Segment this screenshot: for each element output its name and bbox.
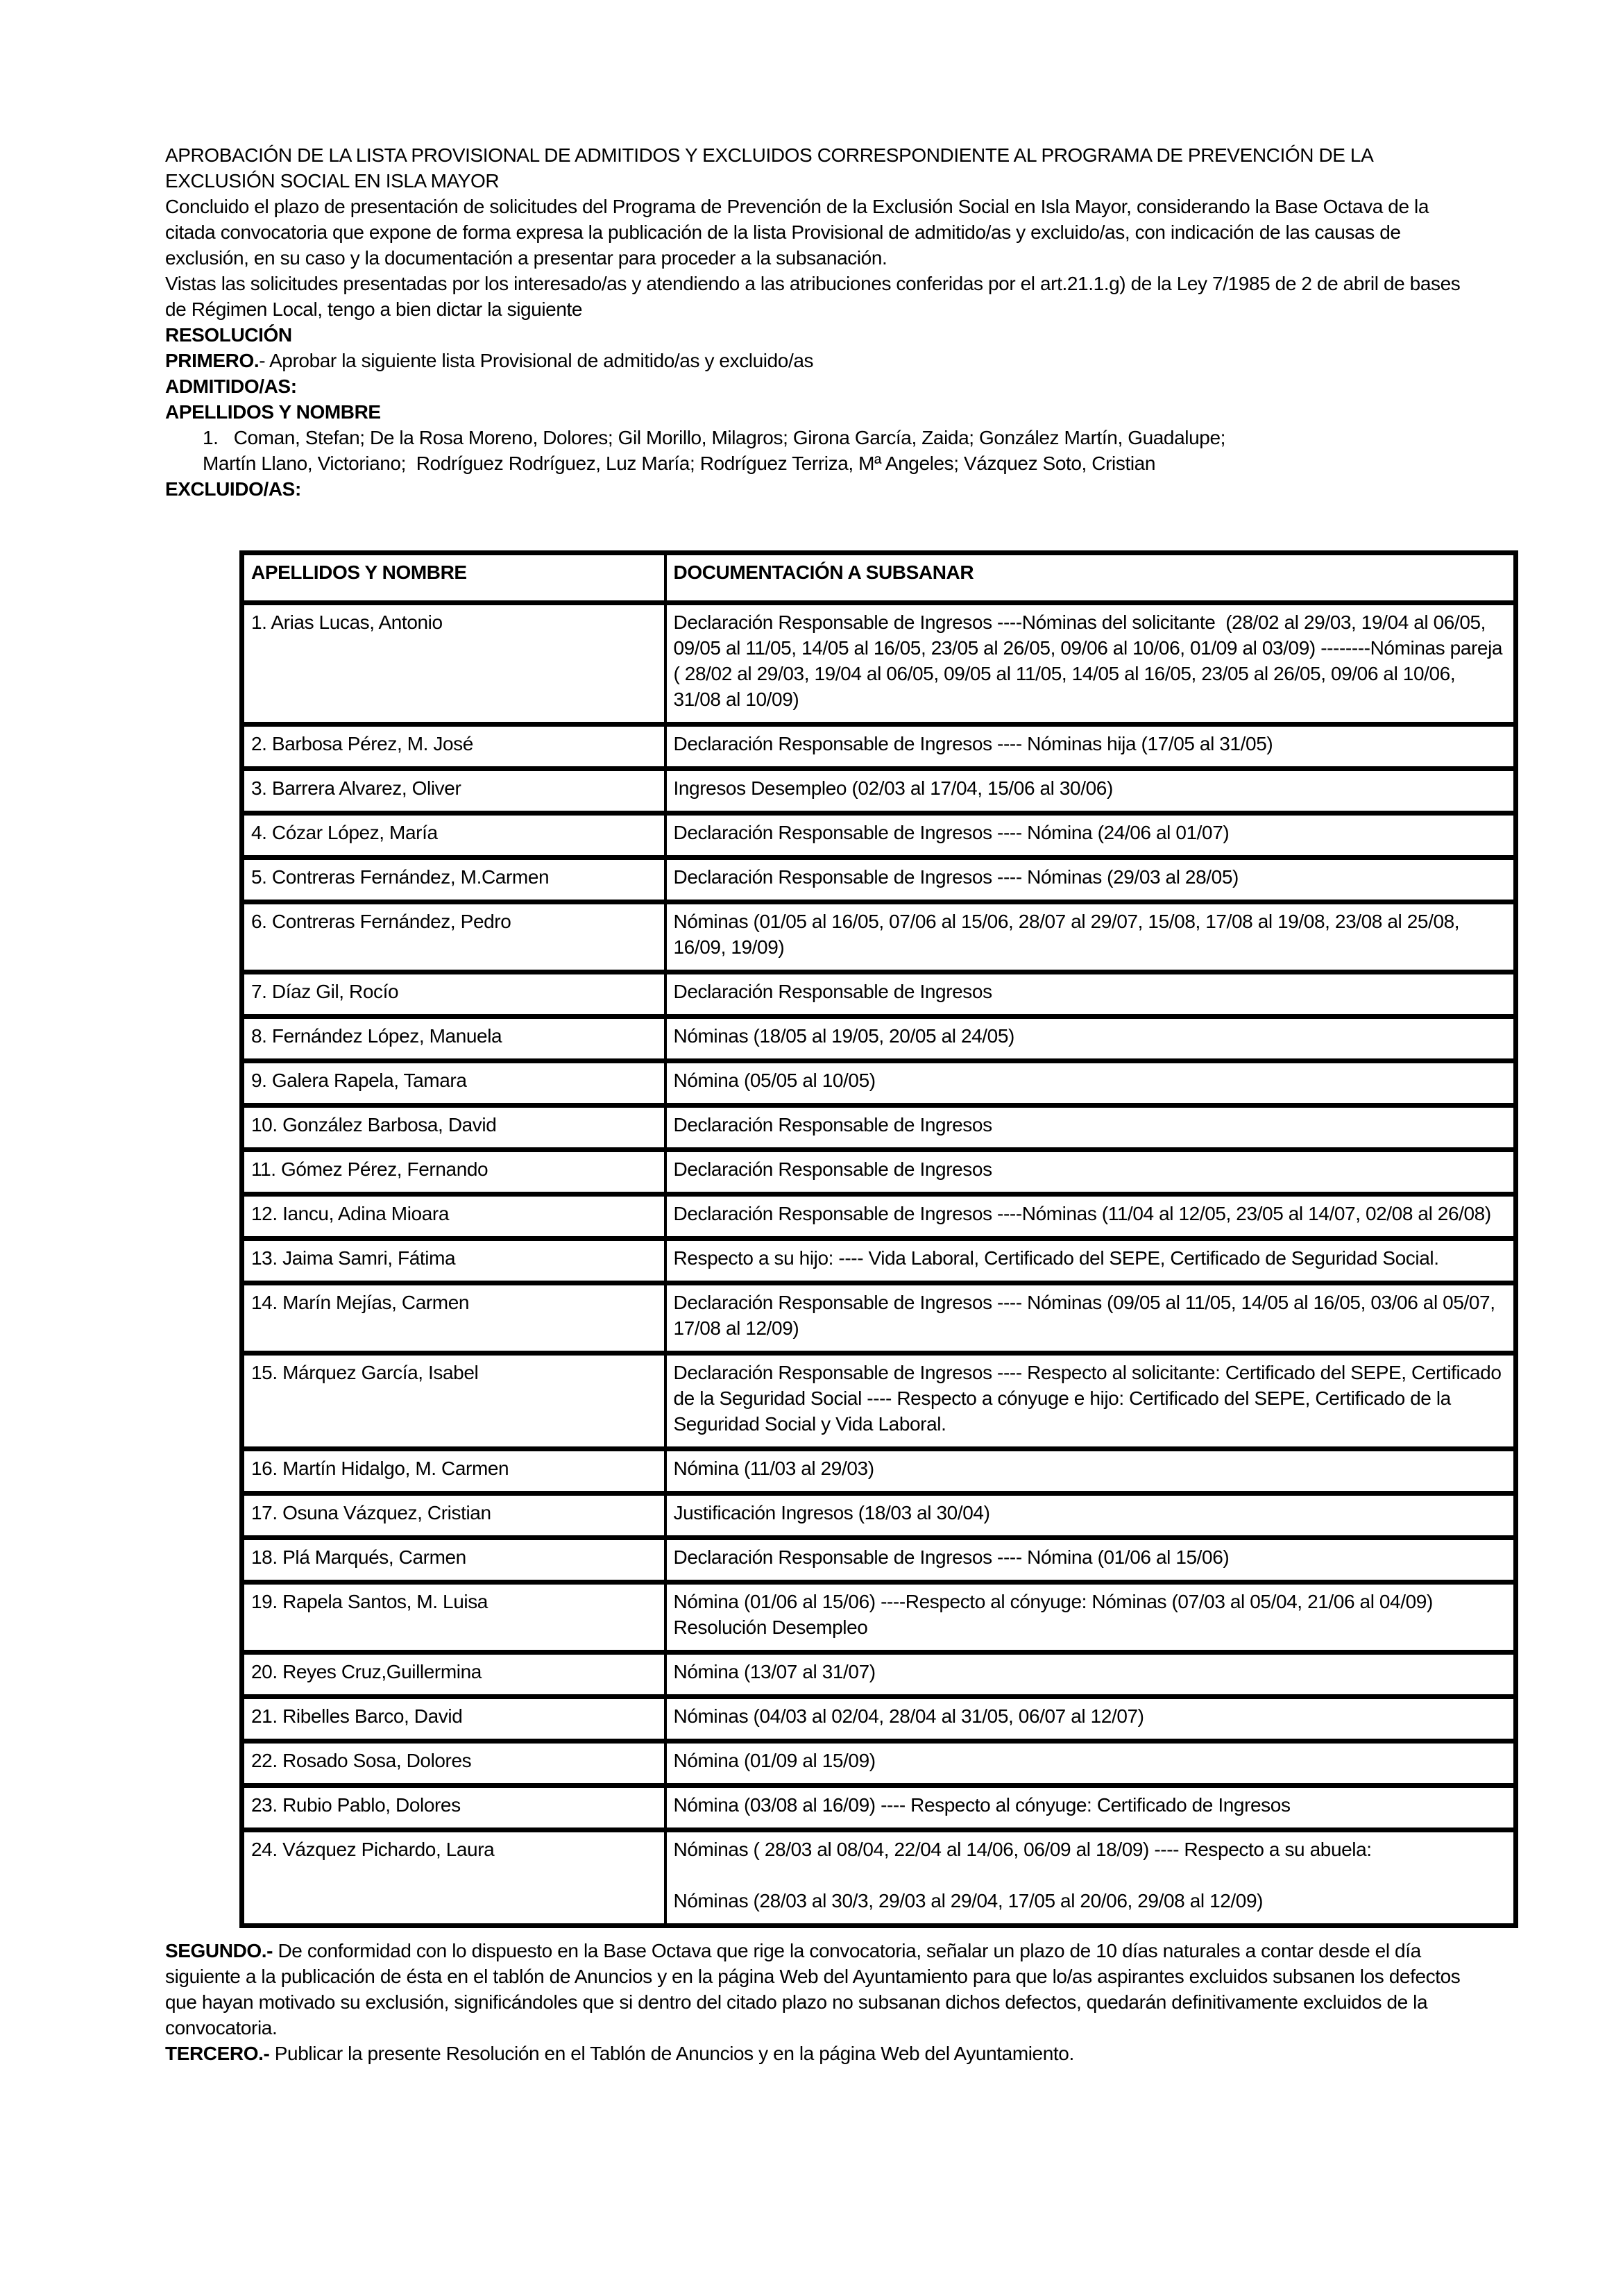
table-header-documentacion: DOCUMENTACIÓN A SUBSANAR xyxy=(665,553,1516,603)
doc-cell xyxy=(665,972,1516,1017)
tercero-label: TERCERO.- xyxy=(165,2043,270,2064)
name-cell: 14. Marín Mejías, Carmen xyxy=(242,1283,665,1353)
doc-cell xyxy=(665,902,1516,972)
doc-paragraph: Declaración Responsable de Ingresos ---- Respecto al solicitante: Certificado del SEPE, Certificado de la Seguridad Social ---- Respecto a cónyuge e hijo: Certificado del SEPE, Certificado de la Seguridad Social y Vida Laboral. xyxy=(673,1362,1506,1435)
table-row xyxy=(242,1106,1516,1150)
admitted-list-line-2: Martín Llano, Victoriano; Rodríguez Rodríguez, Luz María; Rodríguez Terriza, Mª Angeles; Vázquez Soto, Cristian xyxy=(203,453,1156,474)
resolucion-heading: RESOLUCIÓN xyxy=(165,324,292,346)
name-cell: 13. Jaima Samri, Fátima xyxy=(242,1239,665,1283)
doc-cell xyxy=(665,1017,1516,1061)
doc-paragraph: Nómina (01/09 al 15/09) xyxy=(673,1750,876,1771)
table-row xyxy=(242,1449,1516,1494)
doc-paragraph: Nóminas (04/03 al 02/04, 28/04 al 31/05, 06/07 al 12/07) xyxy=(673,1705,1144,1727)
doc-paragraph: Declaración Responsable de Ingresos ----Nóminas (11/04 al 12/05, 23/05 al 14/07, 02/08 al 26/08) xyxy=(673,1203,1491,1224)
apellidos-nombre-heading: APELLIDOS Y NOMBRE xyxy=(165,401,381,423)
table-row xyxy=(242,972,1516,1017)
table-row xyxy=(242,1786,1516,1830)
name-cell: 10. González Barbosa, David xyxy=(242,1106,665,1150)
doc-cell xyxy=(665,1353,1516,1449)
name-cell: 22. Rosado Sosa, Dolores xyxy=(242,1741,665,1786)
doc-cell xyxy=(665,1830,1516,1926)
admitted-list-item xyxy=(165,425,1484,476)
table-row xyxy=(242,1195,1516,1239)
primero-clause xyxy=(165,348,1484,373)
doc-cell xyxy=(665,725,1516,769)
doc-cell xyxy=(665,1061,1516,1106)
doc-paragraph: Nóminas (28/03 al 30/3, 29/03 al 29/04, 17/05 al 20/06, 29/08 al 12/09) xyxy=(673,1890,1264,1911)
table-row xyxy=(242,1697,1516,1741)
name-cell: 2. Barbosa Pérez, M. José xyxy=(242,725,665,769)
doc-paragraph: Declaración Responsable de Ingresos ---- Nómina (24/06 al 01/07) xyxy=(673,822,1230,843)
intro-paragraph: Concluido el plazo de presentación de solicitudes del Programa de Prevención de la Exclusión Social en Isla Mayor, considerando la Base Octava de la citada convocatoria que expone de forma expresa la publicación de la lista Provisional de admitido/as y excluido/as, con indicación de las causas de exclusión, en su caso y la documentación a presentar para proceder a la subsanación. xyxy=(165,196,1434,269)
doc-paragraph: Nómina (11/03 al 29/03) xyxy=(673,1458,874,1479)
document-content xyxy=(165,142,1508,2066)
segundo-text: De conformidad con lo dispuesto en la Base Octava que rige la convocatoria, señalar un plazo de 10 días naturales a contar desde el día siguiente a la publicación de ésta en el tablón de Anuncios y en la página Web del Ayuntamiento para que lo/as aspirantes excluidos subsanen los defectos que hayan motivado su exclusión, significándoles que si dentro del citado plazo no subsanan dichos defectos, quedarán definitivamente excluidos de la convocatoria. xyxy=(165,1940,1465,2038)
doc-paragraph: Nómina (05/05 al 10/05) xyxy=(673,1070,876,1091)
tercero-text: Publicar la presente Resolución en el Tablón de Anuncios y en la página Web del Ayuntamiento. xyxy=(269,2043,1074,2064)
table-row xyxy=(242,813,1516,858)
table-row xyxy=(242,1741,1516,1786)
name-cell: 5. Contreras Fernández, M.Carmen xyxy=(242,858,665,902)
doc-paragraph: Nómina (03/08 al 16/09) ---- Respecto al cónyuge: Certificado de Ingresos xyxy=(673,1794,1291,1816)
doc-cell xyxy=(665,603,1516,725)
doc-paragraph: Declaración Responsable de Ingresos xyxy=(673,981,992,1002)
doc-cell xyxy=(665,1786,1516,1830)
table-header-apellidos: APELLIDOS Y NOMBRE xyxy=(242,553,665,603)
doc-paragraph: Nóminas (01/05 al 16/05, 07/06 al 15/06, 28/07 al 29/07, 15/08, 17/08 al 19/08, 23/08 al 25/08, 16/09, 19/09) xyxy=(673,911,1465,958)
name-cell: 20. Reyes Cruz,Guillermina xyxy=(242,1653,665,1697)
excluidos-heading: EXCLUIDO/AS: xyxy=(165,478,301,500)
doc-cell xyxy=(665,1195,1516,1239)
doc-paragraph: Nómina (01/06 al 15/06) ----Respecto al cónyuge: Nóminas (07/03 al 05/04, 21/06 al 04/09) Resolución Desempleo xyxy=(673,1591,1438,1638)
doc-paragraph: Respecto a su hijo: ---- Vida Laboral, Certificado del SEPE, Certificado de Seguridad Social. xyxy=(673,1247,1439,1269)
doc-cell xyxy=(665,1538,1516,1582)
name-cell: 19. Rapela Santos, M. Luisa xyxy=(242,1582,665,1653)
table-row xyxy=(242,1061,1516,1106)
table-row xyxy=(242,1494,1516,1538)
doc-cell xyxy=(665,1449,1516,1494)
vistas-paragraph: Vistas las solicitudes presentadas por los interesado/as y atendiendo a las atribuciones conferidas por el art.21.1.g) de la Ley 7/1985 de 2 de abril de bases de Régimen Local, tengo a bien dictar la siguiente xyxy=(165,273,1465,320)
table-row xyxy=(242,1653,1516,1697)
doc-paragraph: Declaración Responsable de Ingresos xyxy=(673,1114,992,1136)
table-row xyxy=(242,1150,1516,1195)
admitidos-heading: ADMITIDO/AS: xyxy=(165,375,297,397)
table-row xyxy=(242,858,1516,902)
name-cell: 11. Gómez Pérez, Fernando xyxy=(242,1150,665,1195)
doc-cell xyxy=(665,1494,1516,1538)
doc-paragraph: Nómina (13/07 al 31/07) xyxy=(673,1661,876,1682)
table-row xyxy=(242,769,1516,813)
name-cell: 7. Díaz Gil, Rocío xyxy=(242,972,665,1017)
name-cell: 6. Contreras Fernández, Pedro xyxy=(242,902,665,972)
table-row xyxy=(242,1830,1516,1926)
name-cell: 21. Ribelles Barco, David xyxy=(242,1697,665,1741)
name-cell: 17. Osuna Vázquez, Cristian xyxy=(242,1494,665,1538)
doc-paragraph: Ingresos Desempleo (02/03 al 17/04, 15/06 al 30/06) xyxy=(673,777,1113,799)
doc-cell xyxy=(665,1741,1516,1786)
table-row xyxy=(242,725,1516,769)
table-row xyxy=(242,902,1516,972)
name-cell: 12. Iancu, Adina Mioara xyxy=(242,1195,665,1239)
doc-paragraph: Declaración Responsable de Ingresos ---- Nómina (01/06 al 15/06) xyxy=(673,1546,1230,1568)
doc-cell xyxy=(665,1653,1516,1697)
doc-paragraph: Declaración Responsable de Ingresos ---- Nóminas hija (17/05 al 31/05) xyxy=(673,733,1273,754)
admitted-list-line-1: 1. Coman, Stefan; De la Rosa Moreno, Dolores; Gil Morillo, Milagros; Girona García, Zaida; González Martín, Guadalupe; xyxy=(203,427,1225,448)
doc-cell xyxy=(665,769,1516,813)
doc-paragraph: Declaración Responsable de Ingresos ---- Nóminas (29/03 al 28/05) xyxy=(673,866,1239,888)
name-cell: 18. Plá Marqués, Carmen xyxy=(242,1538,665,1582)
doc-cell xyxy=(665,1150,1516,1195)
tercero-clause xyxy=(165,2041,1484,2066)
doc-paragraph: Justificación Ingresos (18/03 al 30/04) xyxy=(673,1502,990,1523)
table-row xyxy=(242,1239,1516,1283)
table-row xyxy=(242,603,1516,725)
name-cell: 1. Arias Lucas, Antonio xyxy=(242,603,665,725)
doc-paragraph: Declaración Responsable de Ingresos ---- Nóminas (09/05 al 11/05, 14/05 al 16/05, 03/06 al 05/07, 17/08 al 12/09) xyxy=(673,1292,1500,1339)
primero-text: - Aprobar la siguiente lista Provisional de admitido/as y excluido/as xyxy=(259,350,814,371)
name-cell: 15. Márquez García, Isabel xyxy=(242,1353,665,1449)
name-cell: 9. Galera Rapela, Tamara xyxy=(242,1061,665,1106)
doc-cell xyxy=(665,1697,1516,1741)
name-cell: 24. Vázquez Pichardo, Laura xyxy=(242,1830,665,1926)
doc-cell xyxy=(665,813,1516,858)
segundo-label: SEGUNDO.- xyxy=(165,1940,273,1961)
doc-paragraph: Nóminas (18/05 al 19/05, 20/05 al 24/05) xyxy=(673,1025,1014,1047)
name-cell: 4. Cózar López, María xyxy=(242,813,665,858)
doc-cell xyxy=(665,1106,1516,1150)
doc-paragraph: Declaración Responsable de Ingresos xyxy=(673,1158,992,1180)
doc-paragraph: Nóminas ( 28/03 al 08/04, 22/04 al 14/06, 06/09 al 18/09) ---- Respecto a su abuela: xyxy=(673,1839,1372,1860)
doc-cell xyxy=(665,1239,1516,1283)
doc-cell xyxy=(665,858,1516,902)
table-header-row xyxy=(242,553,1516,603)
primero-label: PRIMERO. xyxy=(165,350,260,371)
doc-cell xyxy=(665,1582,1516,1653)
segundo-clause xyxy=(165,1938,1484,2041)
doc-paragraph: Declaración Responsable de Ingresos ----Nóminas del solicitante (28/02 al 29/03, 19/04 al 06/05, 09/05 al 11/05, 14/05 al 16/05, 23/05 al 26/05, 09/06 al 10/06, 01/09 al 03/09) --------Nóminas pareja ( 28/02 al 29/03, 19/04 al 06/05, 09/05 al 11/05, 14/05 al 16/05, 23/05 al 26/05, 09/06 al 10/06, 31/08 al 10/09) xyxy=(673,611,1508,710)
document-title: APROBACIÓN DE LA LISTA PROVISIONAL DE ADMITIDOS Y EXCLUIDOS CORRESPONDIENTE AL PROGRAMA DE PREVENCIÓN DE LA EXCLUSIÓN SOCIAL EN ISLA MAYOR xyxy=(165,144,1378,192)
table-row xyxy=(242,1582,1516,1653)
excluded-table xyxy=(239,550,1518,1928)
table-row xyxy=(242,1017,1516,1061)
name-cell: 16. Martín Hidalgo, M. Carmen xyxy=(242,1449,665,1494)
table-row xyxy=(242,1538,1516,1582)
name-cell: 3. Barrera Alvarez, Oliver xyxy=(242,769,665,813)
name-cell: 23. Rubio Pablo, Dolores xyxy=(242,1786,665,1830)
doc-cell xyxy=(665,1283,1516,1353)
table-row xyxy=(242,1283,1516,1353)
table-row xyxy=(242,1353,1516,1449)
name-cell: 8. Fernández López, Manuela xyxy=(242,1017,665,1061)
